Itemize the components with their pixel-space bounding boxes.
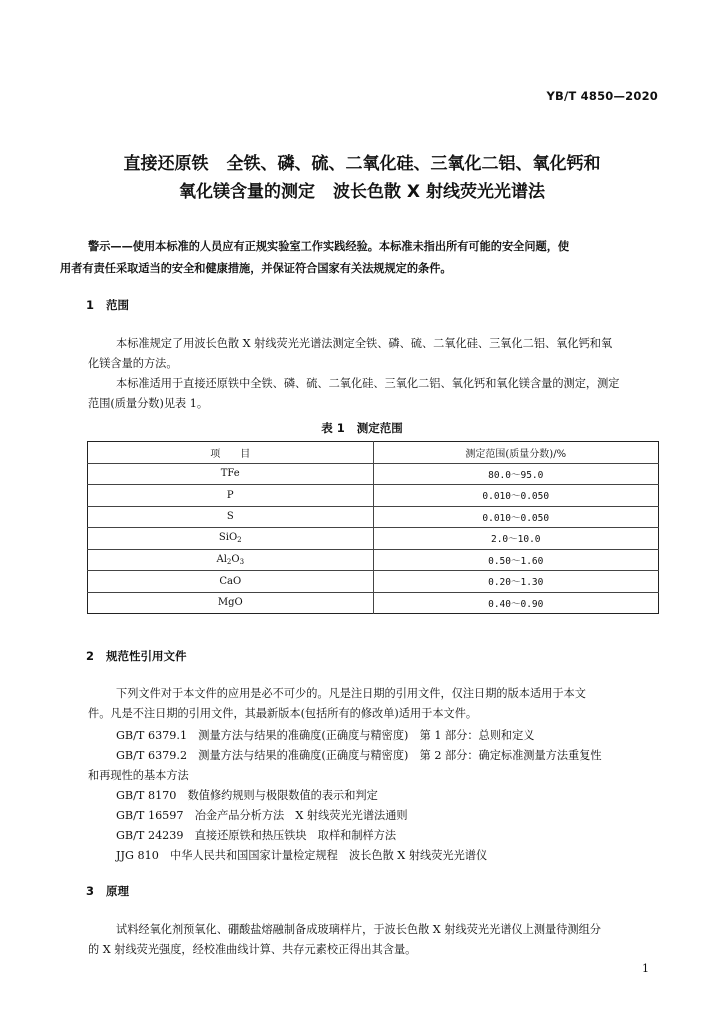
header-item: 项 目 <box>88 442 374 464</box>
paragraph-line: 的 X 射线荧光强度，经校准曲线计算、共存元素校正得出其含量。 <box>88 943 417 956</box>
reference-item: GB/T 6379.2 测量方法与结果的准确度(正确度与精密度) 第 2 部分：确定标准测量方法重复性 <box>116 749 602 762</box>
header-range: 测定范围(质量分数)/% <box>373 442 659 464</box>
range-cell: 0.010～0.050 <box>373 485 659 507</box>
table-row <box>88 528 659 550</box>
references-intro <box>88 684 668 724</box>
title-part: 波长色散 X 射线荧光光谱法 <box>333 182 545 202</box>
formula-part: O <box>231 553 240 565</box>
scope-paragraph-2 <box>88 374 668 414</box>
scope-paragraph-1 <box>88 334 668 374</box>
section-number: 1 <box>86 298 95 312</box>
section-number: 3 <box>86 884 95 898</box>
paragraph-line: 化镁含量的方法。 <box>88 357 178 370</box>
table-caption <box>0 420 724 436</box>
table-row <box>88 506 659 528</box>
table-row <box>88 463 659 485</box>
principle-paragraph <box>88 920 668 960</box>
paragraph-line: 下列文件对于本文件的应用是必不可少的。凡是注日期的引用文件，仅注日期的版本适用于本文 <box>116 687 586 700</box>
section-title: 规范性引用文件 <box>106 649 187 663</box>
section-number: 2 <box>86 649 95 663</box>
item-cell: MgO <box>88 592 374 614</box>
title-part: 氧化镁含量的测定 <box>179 182 316 202</box>
reference-item: GB/T 24239 直接还原铁和热压铁块 取样和制样方法 <box>116 829 397 842</box>
table-title: 测定范围 <box>356 421 403 435</box>
range-cell: 0.40～0.90 <box>373 592 659 614</box>
document-title <box>60 150 664 206</box>
item-cell: P <box>88 485 374 507</box>
paragraph-line: 本标准规定了用波长色散 X 射线荧光光谱法测定全铁、磷、硫、二氧化硅、三氧化二铝、氧化钙和氧 <box>116 337 613 350</box>
warning-line: 用者有责任采取适当的安全和健康措施，并保证符合国家有关法规规定的条件。 <box>60 262 452 275</box>
title-part: 直接还原铁 <box>123 154 209 174</box>
paragraph-line: 件。凡是不注日期的引用文件，其最新版本(包括所有的修改单)适用于本文件。 <box>88 707 478 720</box>
section-title: 原理 <box>106 884 129 898</box>
section-title: 范围 <box>106 298 129 312</box>
table-row <box>88 485 659 507</box>
range-cell: 0.20～1.30 <box>373 571 659 593</box>
standard-code: YB/T 4850—2020 <box>546 89 658 103</box>
formula-subscript: 3 <box>239 557 245 566</box>
item-cell <box>88 528 374 550</box>
warning-notice <box>60 236 668 280</box>
page-number: 1 <box>642 962 649 975</box>
measurement-range-table <box>87 441 659 614</box>
formula-part: Al <box>216 553 227 565</box>
reference-item: GB/T 6379.1 测量方法与结果的准确度(正确度与精密度) 第 1 部分：总则和定义 <box>116 729 535 742</box>
paragraph-line: 试料经氧化剂预氧化、硼酸盐熔融制备成玻璃样片，于波长色散 X 射线荧光光谱仪上测量待测组分 <box>116 923 601 936</box>
table-header-row <box>88 442 659 464</box>
title-line-1 <box>60 150 664 178</box>
range-cell: 0.010～0.050 <box>373 506 659 528</box>
section-heading-scope <box>86 297 129 313</box>
table-row <box>88 571 659 593</box>
paragraph-line: 本标准适用于直接还原铁中全铁、磷、硫、二氧化硅、三氧化二铝、氧化钙和氧化镁含量的测定，测定 <box>116 377 620 390</box>
item-cell: CaO <box>88 571 374 593</box>
reference-item: GB/T 8170 数值修约规则与极限数值的表示和判定 <box>116 789 378 802</box>
section-heading-references <box>86 648 187 664</box>
item-cell <box>88 549 374 571</box>
title-part: 全铁、磷、硫、二氧化硅、三氧化二铝、氧化钙和 <box>226 154 601 174</box>
range-cell: 2.0～10.0 <box>373 528 659 550</box>
warning-line: 警示——使用本标准的人员应有正规实验室工作实践经验。本标准未指出所有可能的安全问题，使 <box>88 240 570 253</box>
range-cell: 0.50～1.60 <box>373 549 659 571</box>
range-cell: 80.0～95.0 <box>373 463 659 485</box>
table-number: 表 1 <box>321 421 345 435</box>
title-line-2 <box>60 178 664 206</box>
section-heading-principle <box>86 883 129 899</box>
item-cell: S <box>88 506 374 528</box>
table-row <box>88 549 659 571</box>
formula-subscript: 2 <box>237 536 242 545</box>
item-cell: TFe <box>88 463 374 485</box>
table-row <box>88 592 659 614</box>
reference-item: GB/T 16597 冶金产品分析方法 X 射线荧光光谱法通则 <box>116 809 408 822</box>
reference-item-continued: 和再现性的基本方法 <box>88 769 189 782</box>
reference-item: JJG 810 中华人民共和国国家计量检定规程 波长色散 X 射线荧光光谱仪 <box>116 849 488 862</box>
formula-subscript: 2 <box>226 557 232 566</box>
paragraph-line: 范围(质量分数)见表 1。 <box>88 397 209 410</box>
formula-part: SiO <box>218 532 238 544</box>
